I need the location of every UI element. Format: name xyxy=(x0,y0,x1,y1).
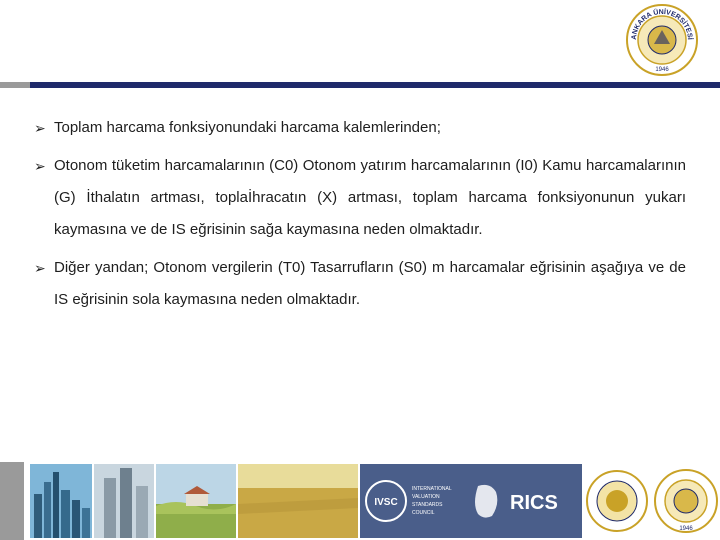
bullet-item xyxy=(34,150,686,246)
rics-logo-text: RICS xyxy=(510,492,558,514)
bullet-text: Diğer yandan; Otonom vergilerin (T0) Tasarrufların (S0) m harcamalar eğrisinin aşağıya ve de IS eğrisinin sola kaymasına neden olmaktadır. xyxy=(54,259,686,308)
ivsc-line: COUNCIL xyxy=(412,510,435,516)
faculty-seal-logo xyxy=(584,464,650,538)
bullet-list xyxy=(34,112,686,322)
logo2-year: 1946 xyxy=(679,526,693,532)
ivsc-line: INTERNATIONAL xyxy=(412,486,452,492)
arrow-bullet-icon: ➢ xyxy=(34,120,46,136)
rics-lion-icon xyxy=(475,485,497,518)
ivsc-line: VALUATION xyxy=(412,494,440,500)
arrow-bullet-icon: ➢ xyxy=(34,158,46,174)
towers-image xyxy=(94,464,154,538)
wheat-field-image xyxy=(238,464,358,538)
bullet-text: Otonom tüketim harcamalarının (C0) Otonom yatırım harcamalarının (I0) Kamu harcamalarının (G) İthalatın artması, toplaİhracatın (X) artması, toplam harcama fonksiyonunun yukarı kaymasına ve de IS eğrisinin sağa kaymasına neden olmaktadır. xyxy=(54,157,686,238)
header-divider xyxy=(0,82,720,88)
ivsc-line: STANDARDS xyxy=(412,502,443,508)
university-seal-small-logo xyxy=(652,464,720,538)
ivsc-logo-text: IVSC xyxy=(374,497,398,508)
bullet-item xyxy=(34,252,686,316)
landscape-image xyxy=(156,464,236,538)
logo-name-text: ANKARA ÜNİVERSİTESİ xyxy=(630,8,694,41)
bullet-item xyxy=(34,112,686,144)
university-logo xyxy=(626,4,698,76)
footer-strip xyxy=(0,462,720,540)
partner-logos-panel xyxy=(360,464,582,538)
footer-gray-block xyxy=(0,462,24,540)
arrow-bullet-icon: ➢ xyxy=(34,260,46,276)
city-skyline-image xyxy=(30,464,92,538)
bullet-text: Toplam harcama fonksiyonundaki harcama kalemlerinden; xyxy=(54,119,441,136)
logo-year: 1946 xyxy=(655,67,669,73)
